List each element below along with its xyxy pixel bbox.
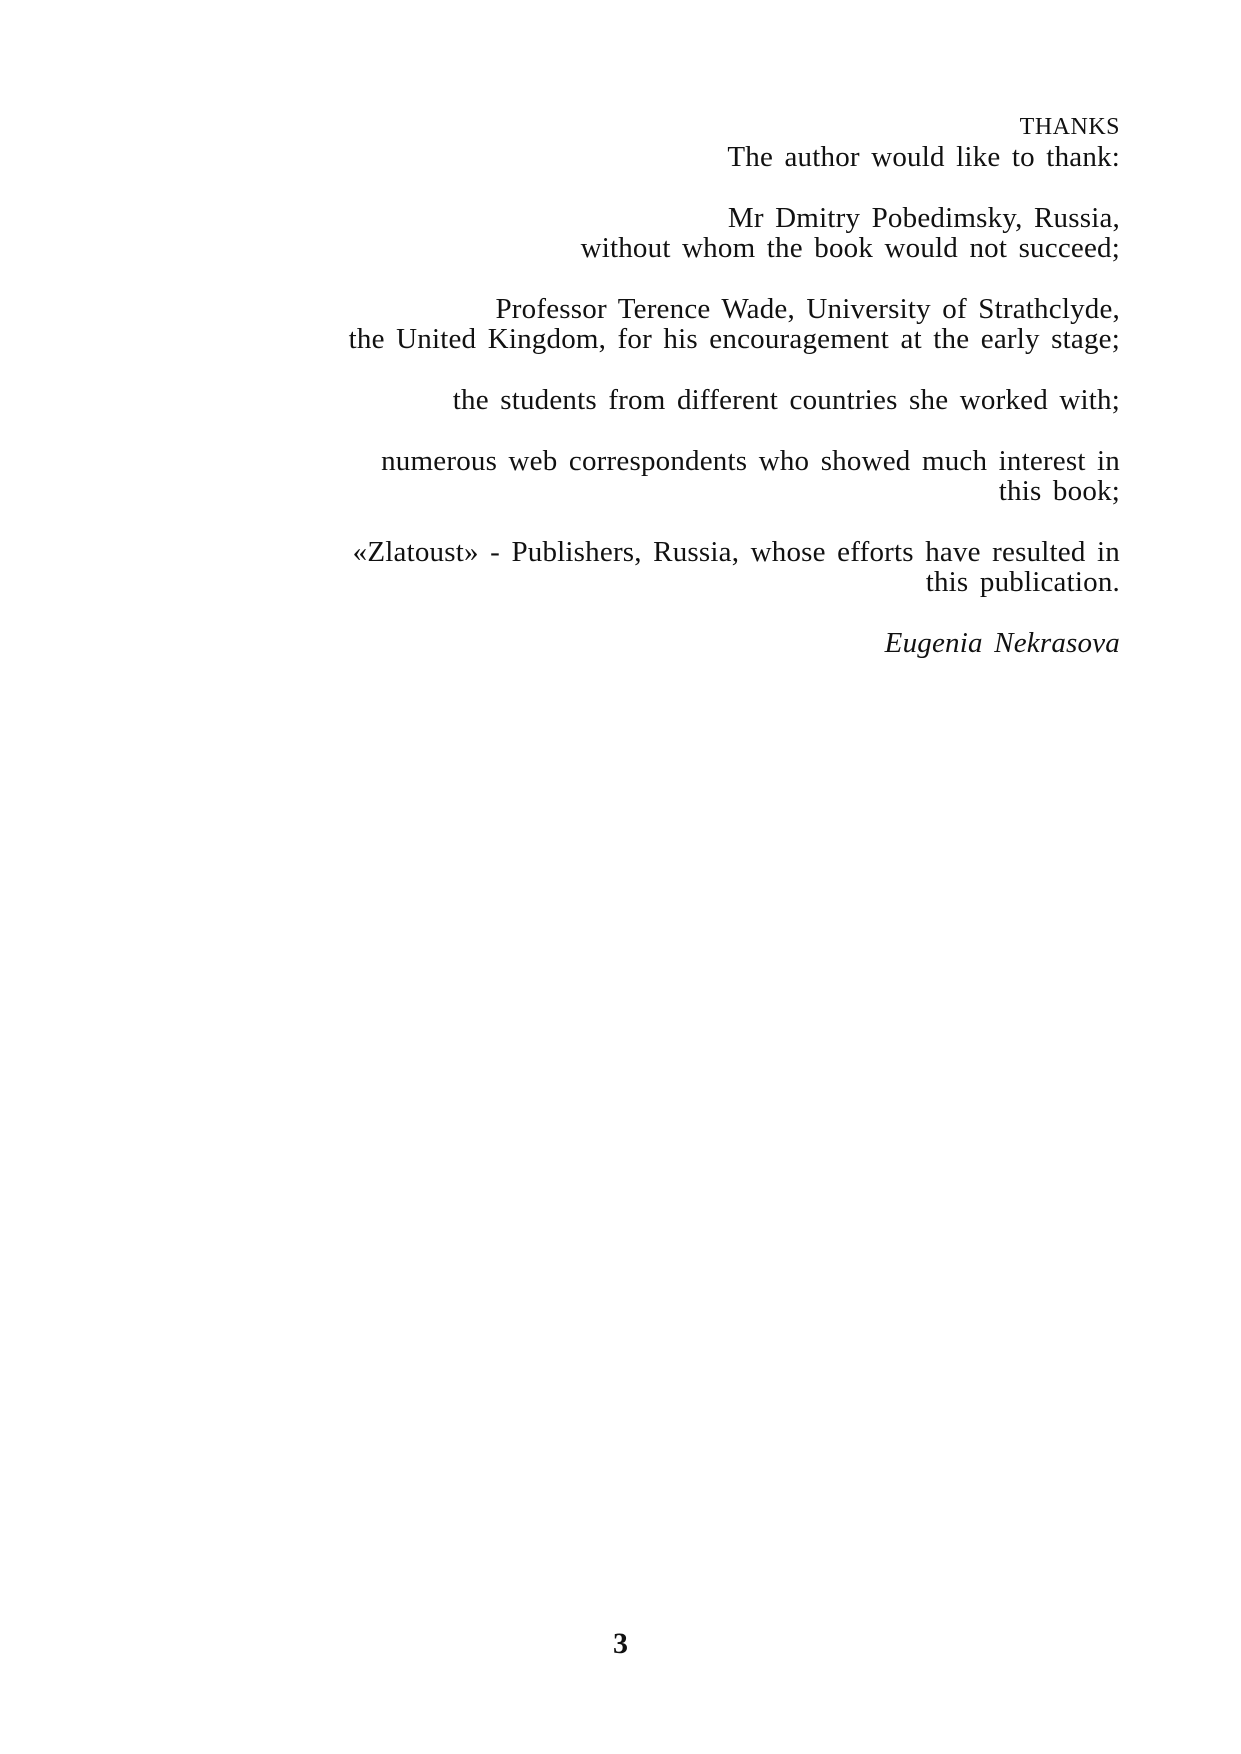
- thanks-line: without whom the book would not succeed;: [580, 232, 1120, 264]
- page-number: 3: [613, 1627, 628, 1660]
- thanks-line: the United Kingdom, for his encouragement at the early stage;: [348, 323, 1120, 355]
- thanks-line: «Zlatoust» - Publishers, Russia, whose efforts have resulted in: [352, 536, 1120, 568]
- author-signature: Eugenia Nekrasova: [884, 627, 1120, 659]
- intro-line: The author would like to thank:: [727, 141, 1120, 173]
- thanks-line: the students from different countries she worked with;: [452, 384, 1120, 416]
- thanks-item: [300, 385, 1120, 415]
- thanks-line: Mr Dmitry Pobedimsky, Russia,: [727, 202, 1120, 234]
- thanks-item: [300, 203, 1120, 263]
- thanks-line: this book;: [998, 475, 1120, 507]
- thanks-item: [300, 294, 1120, 354]
- acknowledgements-section: [300, 112, 1120, 658]
- thanks-line: Professor Terence Wade, University of Strathclyde,: [495, 293, 1120, 325]
- section-heading: THANKS: [1019, 114, 1120, 140]
- thanks-line: numerous web correspondents who showed much interest in: [381, 445, 1120, 477]
- thanks-line: this publication.: [925, 566, 1120, 598]
- thanks-item: [300, 537, 1120, 597]
- thanks-item: [300, 446, 1120, 506]
